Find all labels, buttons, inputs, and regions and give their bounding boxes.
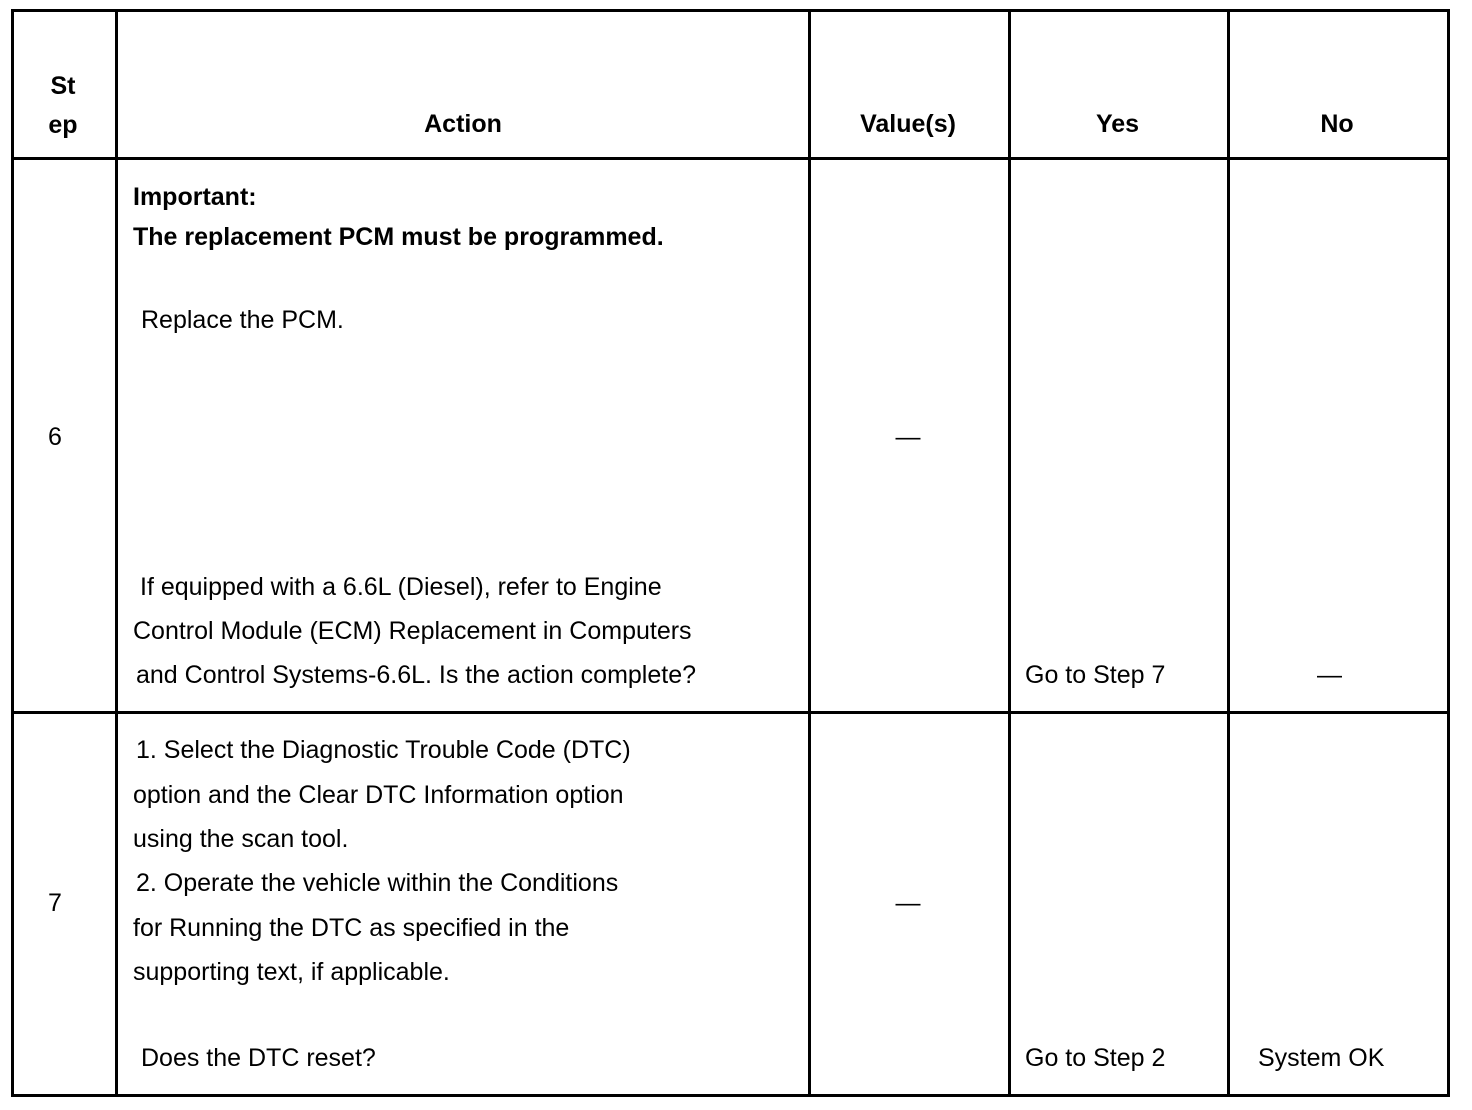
action-line: using the scan tool.: [133, 825, 349, 853]
step-number: 6: [48, 423, 62, 451]
step-number: 7: [48, 889, 62, 917]
action-question: Does the DTC reset?: [141, 1044, 376, 1072]
action-note-line: and Control Systems-6.6L. Is the action complete?: [136, 661, 697, 689]
action-line: for Running the DTC as specified in the: [133, 914, 570, 942]
important-text: The replacement PCM must be programmed.: [133, 223, 664, 251]
action-note-line: Control Module (ECM) Replacement in Computers: [133, 617, 692, 645]
yes-cell[interactable]: Go to Step 7: [1025, 661, 1166, 689]
no-cell: System OK: [1258, 1044, 1385, 1072]
action-line: 1. Select the Diagnostic Trouble Code (DTC): [136, 736, 631, 764]
no-cell: —: [1317, 661, 1342, 689]
column-divider: [1227, 12, 1230, 1094]
header-values: Value(s): [860, 110, 956, 138]
header-no: No: [1320, 110, 1354, 138]
row-divider: [14, 711, 1447, 714]
action-note-line: If equipped with a 6.6L (Diesel), refer to Engine: [140, 573, 662, 601]
action-line: option and the Clear DTC Information option: [133, 781, 624, 809]
action-line: 2. Operate the vehicle within the Conditions: [136, 869, 619, 897]
values-cell: —: [895, 423, 921, 451]
yes-cell[interactable]: Go to Step 2: [1025, 1044, 1166, 1072]
header-action: Action: [424, 110, 502, 138]
action-line: supporting text, if applicable.: [133, 958, 450, 986]
values-cell: —: [895, 889, 921, 917]
action-main: Replace the PCM.: [141, 306, 344, 334]
important-label: Important:: [133, 183, 257, 211]
header-yes: Yes: [1095, 110, 1140, 138]
header-step-line2: ep: [48, 111, 78, 139]
column-divider: [115, 12, 118, 1094]
row-divider: [14, 157, 1447, 160]
column-divider: [808, 12, 811, 1094]
column-divider: [1008, 12, 1011, 1094]
header-step-line1: St: [50, 72, 76, 100]
